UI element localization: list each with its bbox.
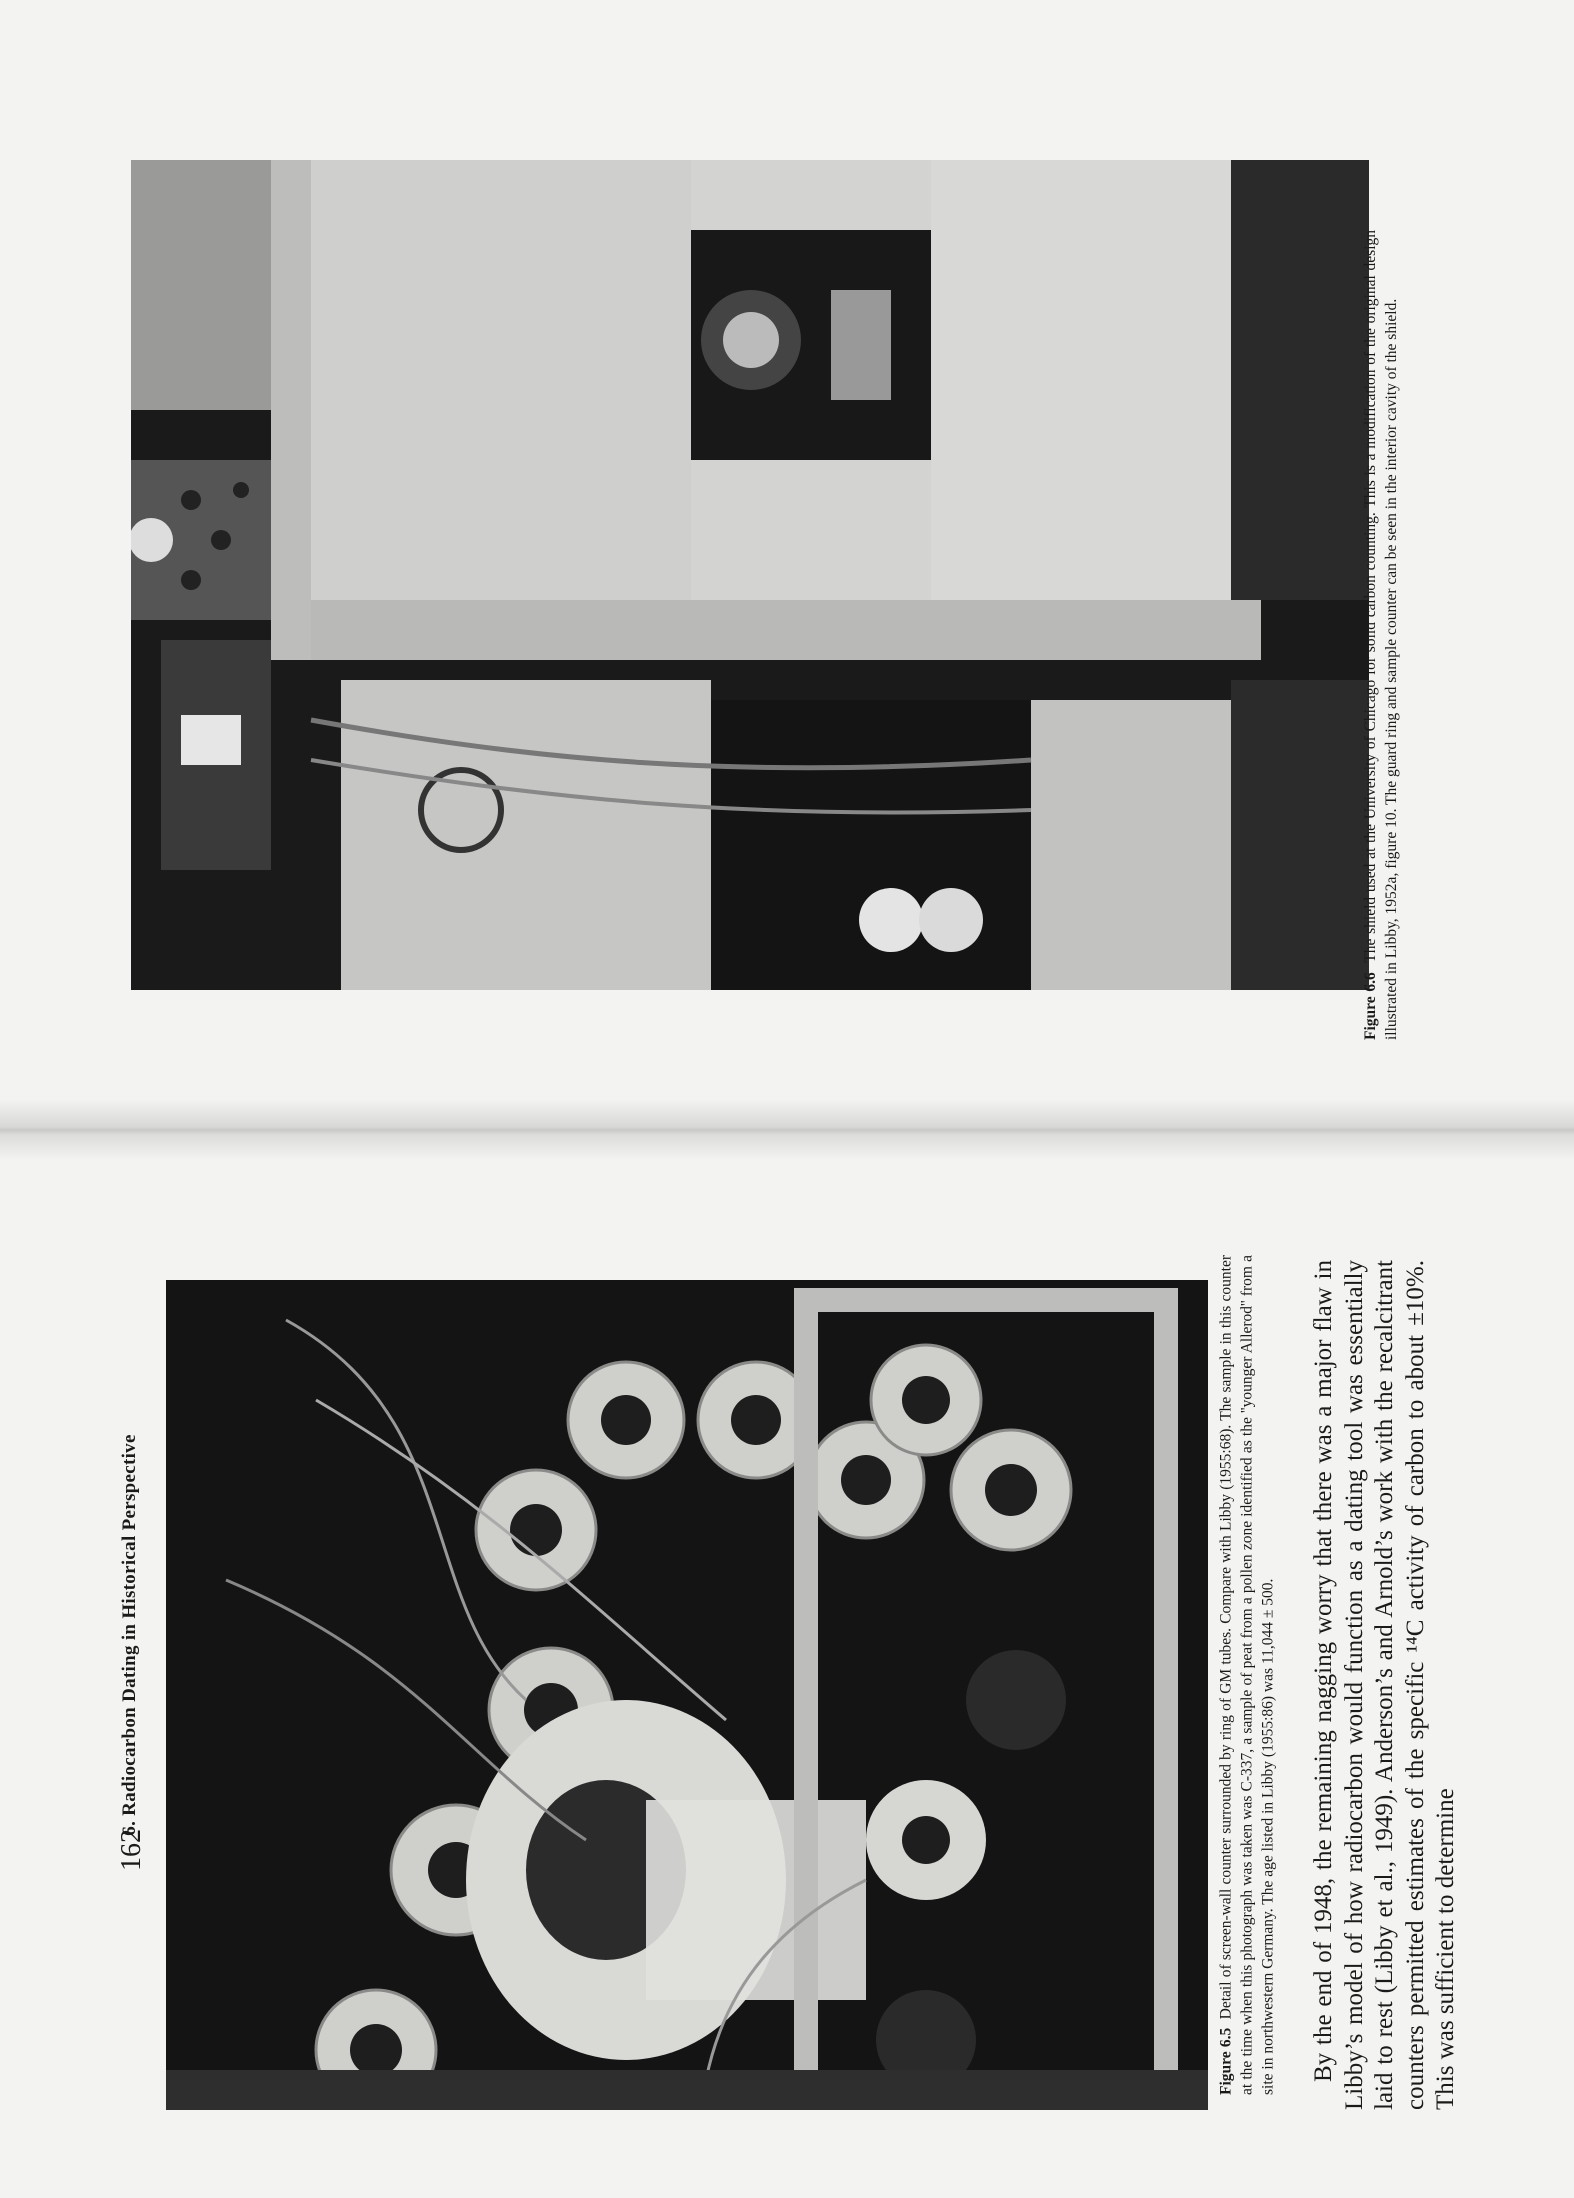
figure-6-5-label: Figure 6.5 bbox=[1217, 2027, 1235, 2095]
figure-6-5-photo bbox=[166, 1280, 1208, 2110]
figure-6-5-caption-text: Detail of screen-wall counter surrounded by ring of GM tubes. Compare with Libby (1955:68). The sample in this counter at the time when this photograph was taken was C-337, a sample of peat from a pollen zone identified as the ''younger Allerod'' from a site in northwestern Germany. The age listed in Libby (1955:86) was 11,044 ± 500. bbox=[1217, 1255, 1277, 2095]
body-paragraph-text: By the end of 1948, the remaining nagging worry that there was a major flaw in Libby’s model of how radiocarbon would function as a dating tool was essentially laid to rest (Libby et al., 1949). Anderson’s and Arnold’s work with the recalcitrant counters permitted estimates of the specific ¹⁴C activity of carbon to about ±10%. This was sufficient to determine bbox=[1309, 1260, 1459, 2110]
figure-6-6-photo bbox=[131, 160, 1369, 990]
running-header: 6. Radiocarbon Dating in Historical Perspective bbox=[119, 1434, 140, 1836]
book-gutter bbox=[0, 1100, 1574, 1160]
figure-6-6-caption-wrap bbox=[1316, 230, 1446, 1040]
body-paragraph bbox=[1309, 1260, 1462, 2110]
body-text-wrap bbox=[1290, 1245, 1480, 2125]
running-header-wrap bbox=[100, 1435, 160, 1835]
page-number: 162 bbox=[116, 1829, 147, 1871]
figure-6-6-label: Figure 6.6 bbox=[1362, 972, 1379, 1040]
figure-6-6-caption-text: The shield used at the University of Chicago for solid carbon counting. This is a modification of the original design illustrated in Libby, 1952a, figure 10. The guard ring and sample counter can be seen in the interior cavity of the shield. bbox=[1362, 229, 1400, 1040]
figure-6-6-caption bbox=[1360, 230, 1402, 1040]
figure-6-5-caption bbox=[1216, 1255, 1279, 2095]
